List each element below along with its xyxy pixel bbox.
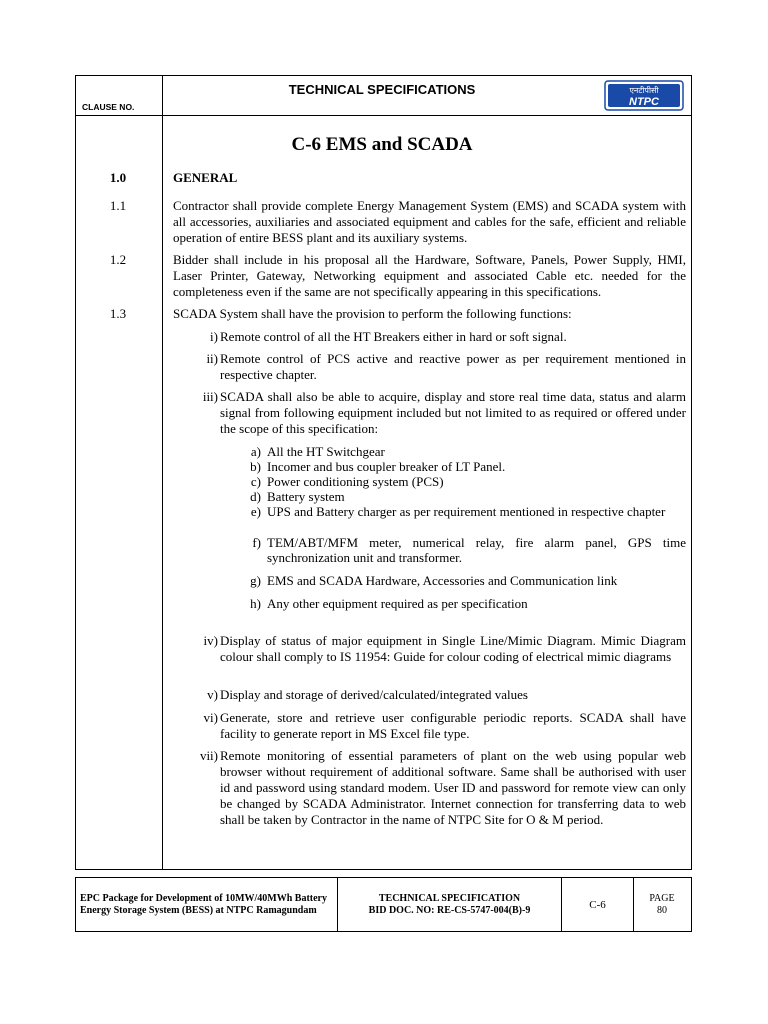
equipment-item xyxy=(243,459,686,474)
equipment-text: Incomer and bus coupler breaker of LT Panel. xyxy=(267,459,506,474)
logo-text: NTPC xyxy=(629,96,659,108)
footer-section: C-6 xyxy=(562,878,634,931)
function-text: SCADA shall also be able to acquire, display and store real time data, status and alarm signal from following equipment included but not limited to as required or offered under the scope of this specification: xyxy=(220,389,686,436)
equipment-item xyxy=(243,535,686,565)
equipment-item xyxy=(243,573,686,588)
page-footer xyxy=(75,877,692,932)
header-divider xyxy=(75,115,692,116)
function-label: iii) xyxy=(202,389,218,404)
function-label: v) xyxy=(207,687,218,702)
function-item xyxy=(194,389,686,437)
function-item xyxy=(194,351,686,383)
header-title: TECHNICAL SPECIFICATIONS xyxy=(288,82,476,97)
ntpc-logo xyxy=(604,80,684,111)
equipment-label: h) xyxy=(250,596,261,611)
footer-bid-doc: BID DOC. NO: RE-CS-5747-004(B)-9 xyxy=(368,904,531,916)
equipment-label: a) xyxy=(250,444,261,459)
equipment-text: All the HT Switchgear xyxy=(267,444,385,459)
clause-text: SCADA System shall have the provision to perform the following functions: xyxy=(173,306,572,321)
clause-no-label: CLAUSE NO. xyxy=(82,102,135,112)
function-text: Remote monitoring of essential parameters of plant on the web using popular web browser without requirement of additional software. Same shall be authorised with user id and password using standard modem. User ID and password for remote view can only be changed by SCADA Administrator. Internet connection for transferring data to web shall be taken by Contractor in the name of NTPC Site for O & M period. xyxy=(220,748,686,827)
clause-number: 1.1 xyxy=(109,198,127,213)
equipment-item xyxy=(243,504,686,519)
function-label: i) xyxy=(210,329,218,344)
clause-number: 1.3 xyxy=(109,306,127,321)
equipment-text: Any other equipment required as per specification xyxy=(267,596,528,611)
function-text: Remote control of PCS active and reactive power as per requirement mentioned in respective chapter. xyxy=(220,351,686,382)
function-item xyxy=(194,710,686,742)
equipment-item xyxy=(243,444,686,459)
section-title: C-6 EMS and SCADA xyxy=(291,134,473,155)
function-label: ii) xyxy=(206,351,218,366)
function-text: Display of status of major equipment in Single Line/Mimic Diagram. Mimic Diagram colour shall comply to IS 11954: Guide for colour coding of electrical mimic diagrams xyxy=(220,633,686,664)
function-label: iv) xyxy=(203,633,218,648)
equipment-text: TEM/ABT/MFM meter, numerical relay, fire alarm panel, GPS time synchronization unit and transformer. xyxy=(267,535,686,565)
clause-text: Contractor shall provide complete Energy Management System (EMS) and SCADA system with all accessories, auxiliaries and associated equipment and cables for the safe, efficient and reliable operation of entire BESS plant and its auxiliary systems. xyxy=(173,198,686,245)
function-item xyxy=(194,633,686,665)
equipment-label: g) xyxy=(250,573,261,588)
function-item xyxy=(194,329,686,345)
equipment-item xyxy=(243,474,686,489)
function-item xyxy=(194,748,686,828)
equipment-label: b) xyxy=(250,459,261,474)
equipment-item xyxy=(243,596,686,611)
equipment-text: UPS and Battery charger as per requirement mentioned in respective chapter xyxy=(267,504,666,519)
equipment-label: c) xyxy=(250,474,261,489)
equipment-item xyxy=(243,489,686,504)
function-item xyxy=(194,687,686,703)
clause-text: Bidder shall include in his proposal all the Hardware, Software, Panels, Power Supply, HMI, Laser Printer, Gateway, Networking equipment and associated Cable etc. needed for the completeness even if the same are not specifically appearing in this specifications. xyxy=(173,252,686,299)
function-text: Remote control of all the HT Breakers either in hard or soft signal. xyxy=(220,329,567,344)
footer-page xyxy=(634,878,690,931)
clause-column-divider xyxy=(162,75,163,870)
footer-page-label: PAGE xyxy=(649,892,675,904)
footer-spec-line1: TECHNICAL SPECIFICATION xyxy=(378,892,521,904)
function-label: vii) xyxy=(199,748,218,763)
clause-heading: GENERAL xyxy=(173,170,238,185)
equipment-label: f) xyxy=(252,535,261,550)
equipment-text: Battery system xyxy=(267,489,345,504)
footer-page-number: 80 xyxy=(657,904,667,916)
clause-number: 1.0 xyxy=(109,170,127,185)
footer-spec xyxy=(338,878,562,931)
footer-project: EPC Package for Development of 10MW/40MWh Battery Energy Storage System (BESS) at NTPC Ramagundam xyxy=(76,878,338,931)
function-text: Display and storage of derived/calculated/integrated values xyxy=(220,687,528,702)
logo-hindi-text: एनटीपीसी xyxy=(629,86,659,95)
function-text: Generate, store and retrieve user configurable periodic reports. SCADA shall have facility to generate report in MS Excel file type. xyxy=(220,710,686,741)
equipment-label: d) xyxy=(250,489,261,504)
clause-number: 1.2 xyxy=(109,252,127,267)
equipment-label: e) xyxy=(250,504,261,519)
equipment-text: EMS and SCADA Hardware, Accessories and Communication link xyxy=(267,573,618,588)
equipment-text: Power conditioning system (PCS) xyxy=(267,474,444,489)
function-label: vi) xyxy=(203,710,218,725)
